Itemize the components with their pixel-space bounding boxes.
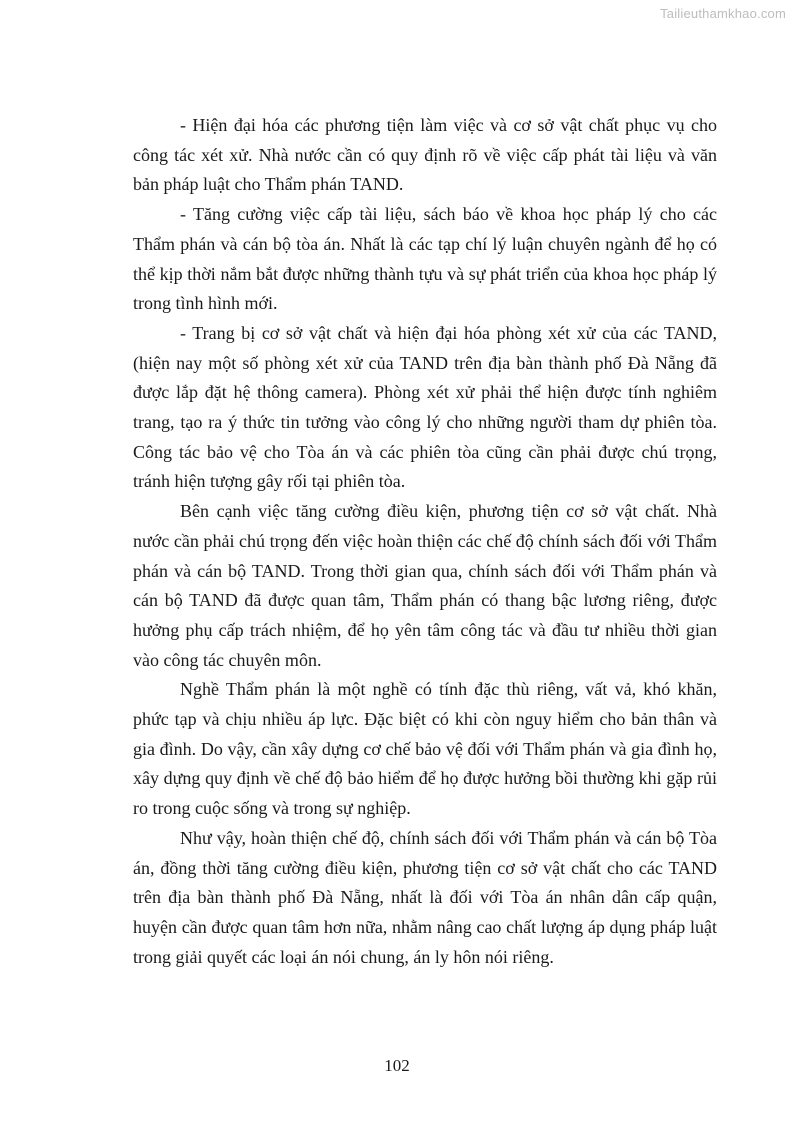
document-body: [133, 111, 717, 972]
paragraph-3: - Trang bị cơ sở vật chất và hiện đại hóa phòng xét xử của các TAND, (hiện nay một số phòng xét xử của TAND trên địa bàn thành phố Đà Nẵng đã được lắp đặt hệ thông camera). Phòng xét xử phải thể hiện được tính nghiêm trang, tạo ra ý thức tin tưởng vào công lý cho những người tham dự phiên tòa. Công tác bảo vệ cho Tòa án và các phiên tòa cũng cần phải được chú trọng, tránh hiện tượng gây rối tại phiên tòa.: [133, 322, 717, 492]
paragraph-4: Bên cạnh việc tăng cường điều kiện, phương tiện cơ sở vật chất. Nhà nước cần phải chú trọng đến việc hoàn thiện các chế độ chính sách đối với Thẩm phán và cán bộ TAND. Trong thời gian qua, chính sách đối với Thẩm phán và cán bộ TAND đã được quan tâm, Thẩm phán có thang bậc lương riêng, được hưởng phụ cấp trách nhiệm, để họ yên tâm công tác và đầu tư nhiều thời gian vào công tác chuyên môn.: [133, 501, 717, 670]
paragraph-6: Như vậy, hoàn thiện chế độ, chính sách đối với Thẩm phán và cán bộ Tòa án, đồng thời tăng cường điều kiện, phương tiện cơ sở vật chất cho các TAND trên địa bàn thành phố Đà Nẵng, nhất là đối với Tòa án nhân dân cấp quận, huyện cần được quan tâm hơn nữa, nhằm nâng cao chất lượng áp dụng pháp luật trong giải quyết các loại án nói chung, án ly hôn nói riêng.: [133, 827, 717, 967]
page-number: 102: [384, 1056, 410, 1075]
paragraph-5: Nghề Thẩm phán là một nghề có tính đặc thù riêng, vất vả, khó khăn, phức tạp và chịu nhiều áp lực. Đặc biệt có khi còn nguy hiểm cho bản thân và gia đình. Do vậy, cần xây dựng cơ chế bảo vệ đối với Thẩm phán và gia đình họ, xây dựng quy định về chế độ bảo hiểm để họ được hưởng bồi thường khi gặp rủi ro trong cuộc sống và trong sự nghiệp.: [133, 679, 717, 819]
paragraph-1: - Hiện đại hóa các phương tiện làm việc và cơ sở vật chất phục vụ cho công tác xét xử. Nhà nước cần có quy định rõ về việc cấp phát tài liệu và văn bản pháp luật cho Thẩm phán TAND.: [133, 115, 717, 195]
paragraph-2: - Tăng cường việc cấp tài liệu, sách báo về khoa học pháp lý cho các Thẩm phán và cán bộ tòa án. Nhất là các tạp chí lý luận chuyên ngành để họ có thể kịp thời nắm bắt được những thành tựu và sự phát triển của khoa học pháp lý trong tình hình mới.: [133, 204, 717, 314]
watermark: Tailieuthamkhao.com: [660, 6, 786, 21]
